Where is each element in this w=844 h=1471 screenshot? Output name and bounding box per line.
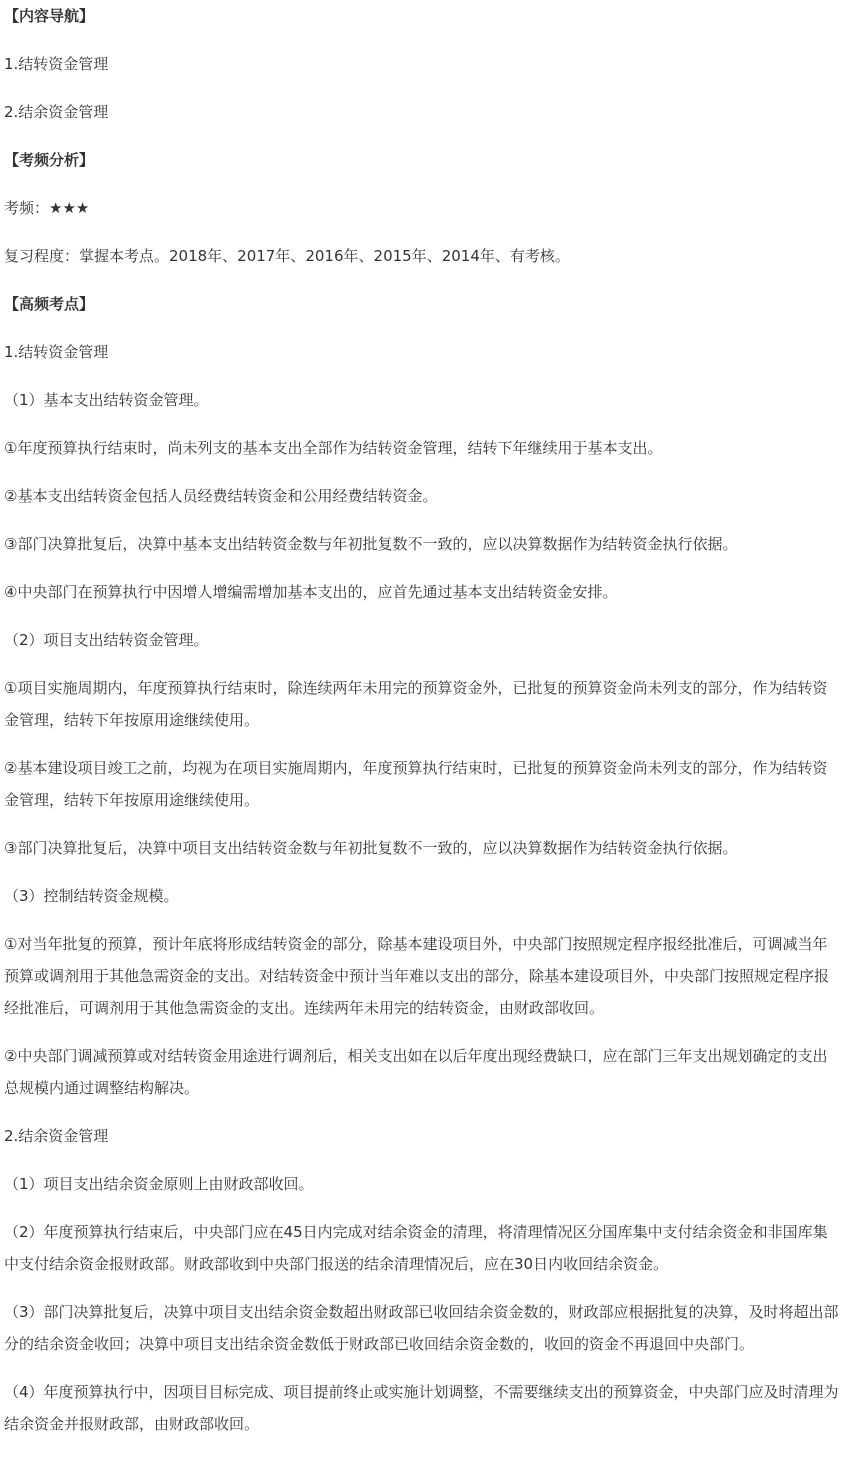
- section-heading-content-nav: 【内容导航】: [4, 7, 95, 25]
- subsection-surplus-funds: 2.结余资金管理: [4, 1127, 109, 1145]
- point-2: ②基本支出结转资金包括人员经费结转资金和公用经费结转资金。: [4, 487, 438, 505]
- subsection-carryover-funds: 1.结转资金管理: [4, 343, 109, 361]
- point-3: ③部门决算批复后，决算中项目支出结转资金数与年初批复数不一致的，应以决算数据作为结转资金执行依据。: [4, 839, 738, 857]
- nav-item-surplus-funds: 2.结余资金管理: [4, 103, 109, 121]
- exam-frequency: 考频：★★★: [4, 199, 90, 217]
- point-1: ①年度预算执行结束时，尚未列支的基本支出全部作为结转资金管理，结转下年继续用于基本支出。: [4, 439, 663, 457]
- nav-item-carryover-funds: 1.结转资金管理: [4, 55, 109, 73]
- point-2: ②中央部门调减预算或对结转资金用途进行调剂后，相关支出如在以后年度出现经费缺口，应在部门三年支出规划确定的支出总规模内通过调整结构解决。: [4, 1047, 828, 1097]
- surplus-item-2: （2）年度预算执行结束后，中央部门应在45日内完成对结余资金的清理，将清理情况区分国库集中支付结余资金和非国库集中支付结余资金报财政部。财政部收到中央部门报送的结余清理情况后，应在30日内收回结余资金。: [4, 1223, 828, 1273]
- section-heading-frequency-analysis: 【考频分析】: [4, 151, 95, 169]
- review-level: 复习程度：掌握本考点。2018年、2017年、2016年、2015年、2014年、有考核。: [4, 247, 570, 265]
- surplus-item-4: （4）年度预算执行中，因项目目标完成、项目提前终止或实施计划调整，不需要继续支出的预算资金，中央部门应及时清理为结余资金并报财政部，由财政部收回。: [4, 1383, 839, 1433]
- surplus-item-3: （3）部门决算批复后，决算中项目支出结余资金数超出财政部已收回结余资金数的，财政部应根据批复的决算，及时将超出部分的结余资金收回；决算中项目支出结余资金数低于财政部已收回结余资金数的，收回的资金不再退回中央部门。: [4, 1303, 839, 1353]
- point-1: ①项目实施周期内，年度预算执行结束时，除连续两年未用完的预算资金外，已批复的预算资金尚未列支的部分，作为结转资金管理，结转下年按原用途继续使用。: [4, 679, 828, 729]
- section-heading-key-points: 【高频考点】: [4, 295, 95, 313]
- point-1: ①对当年批复的预算，预计年底将形成结转资金的部分，除基本建设项目外，中央部门按照规定程序报经批准后，可调减当年预算或调剂用于其他急需资金的支出。对结转资金中预计当年难以支出的部分，除基本建设项目外，中央部门按照规定程序报经批准后，可调剂用于其他急需资金的支出。连续两年未用完的结转资金，由财政部收回。: [4, 935, 830, 1017]
- point-3: ③部门决算批复后，决算中基本支出结转资金数与年初批复数不一致的，应以决算数据作为结转资金执行依据。: [4, 535, 738, 553]
- point-4: ④中央部门在预算执行中因增人增编需增加基本支出的，应首先通过基本支出结转资金安排。: [4, 583, 618, 601]
- point-2: ②基本建设项目竣工之前，均视为在项目实施周期内，年度预算执行结束时，已批复的预算资金尚未列支的部分，作为结转资金管理，结转下年按原用途继续使用。: [4, 759, 828, 809]
- item-basic-expenditure-carryover: （1）基本支出结转资金管理。: [4, 391, 209, 409]
- surplus-item-1: （1）项目支出结余资金原则上由财政部收回。: [4, 1175, 314, 1193]
- item-project-expenditure-carryover: （2）项目支出结转资金管理。: [4, 631, 209, 649]
- item-control-carryover-scale: （3）控制结转资金规模。: [4, 887, 179, 905]
